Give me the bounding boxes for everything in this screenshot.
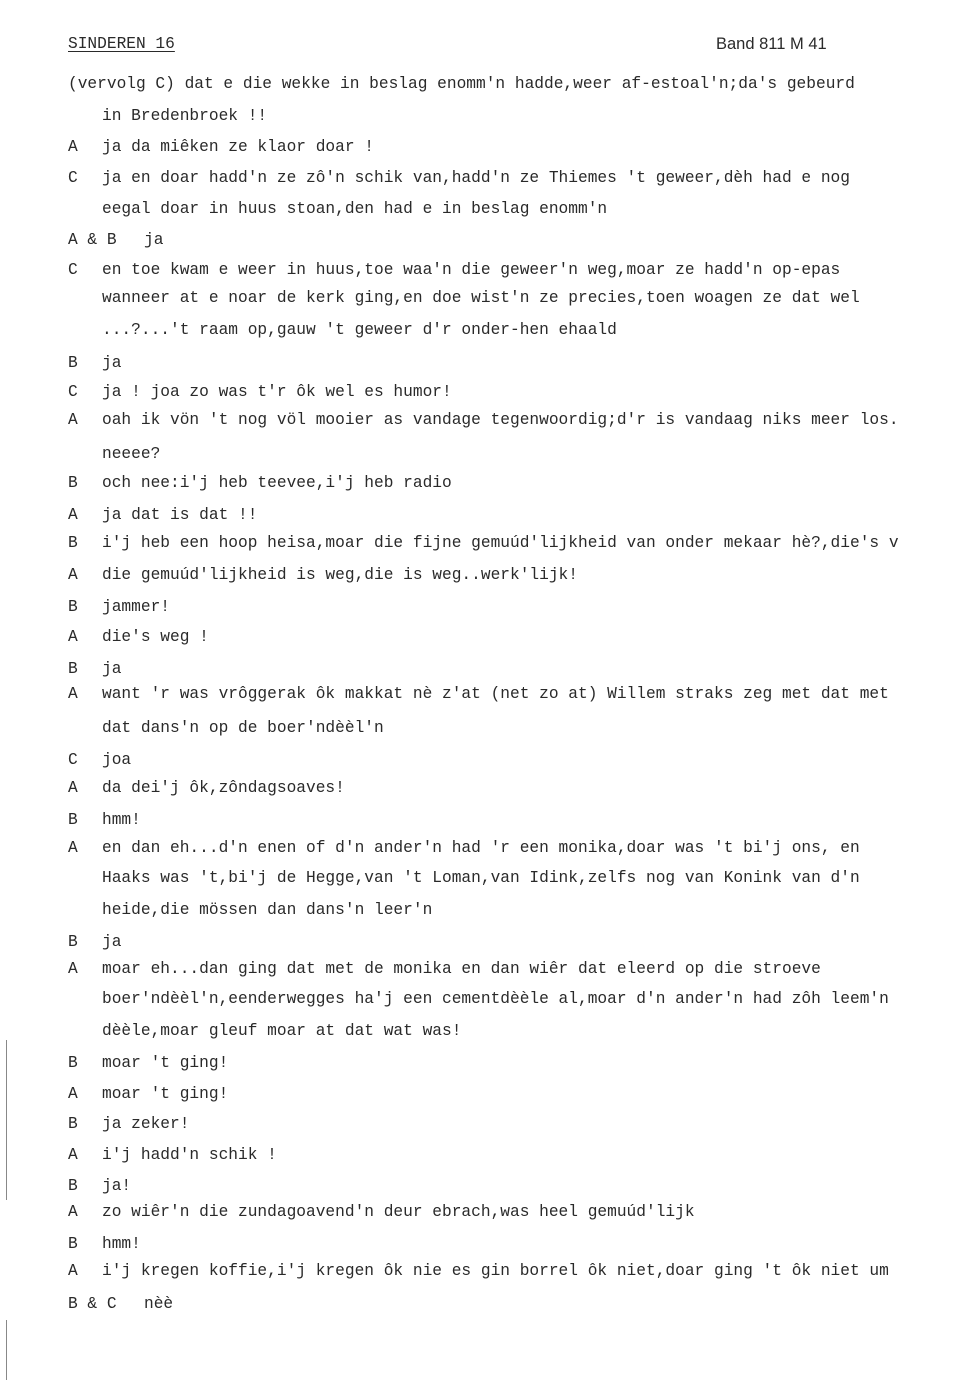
transcript-line [68, 1023, 461, 1039]
utterance-text: ...?...'t raam op,gauw 't geweer d'r onder-hen ehaald [102, 321, 617, 339]
transcript-line [68, 812, 141, 828]
utterance-text: i'j kregen koffie,i'j kregen ôk nie es gin borrel ôk niet,doar ging 't ôk niet um [102, 1262, 889, 1280]
speaker-label: C [68, 261, 78, 279]
utterance-text: wanneer at e noar de kerk ging,en doe wist'n ze precies,toen woagen ze dat wel [102, 289, 860, 307]
transcript-line [68, 355, 121, 371]
transcript-line [68, 507, 257, 523]
utterance-text: i'j heb een hoop heisa,moar die fijne gemuúd'lijkheid van onder mekaar hè?,die's v [102, 534, 899, 552]
transcript-line [68, 599, 170, 615]
utterance-text: ja dat is dat !! [102, 506, 258, 524]
utterance-text: i'j hadd'n schik ! [102, 1146, 277, 1164]
transcript-line [68, 201, 607, 217]
speaker-label: (vervolg C) [68, 75, 175, 93]
utterance-text: in Bredenbroek !! [102, 107, 268, 125]
utterance-text: Haaks was 't,bi'j de Hegge,van 't Loman,van Idink,zelfs nog van Konink van d'n [102, 869, 860, 887]
speaker-label: A & B [68, 231, 117, 249]
utterance-text: dat dans'n op de boer'ndèèl'n [102, 719, 384, 737]
transcript-line [68, 902, 432, 918]
speaker-label: A [68, 960, 78, 978]
transcript-line [68, 290, 860, 306]
page-title: SINDEREN 16 [68, 35, 175, 53]
transcript-line [68, 76, 855, 92]
transcript-line [68, 475, 452, 491]
transcript-line [68, 1296, 173, 1312]
utterance-text: ja [144, 231, 164, 249]
transcript-line [68, 991, 889, 1007]
utterance-text: heide,die mössen dan dans'n leer'n [102, 901, 433, 919]
transcript-line [68, 870, 860, 886]
utterance-text: moar 't ging! [102, 1085, 229, 1103]
speaker-label: C [68, 383, 78, 401]
speaker-label: B [68, 534, 78, 552]
speaker-label: A [68, 138, 78, 156]
utterance-text: en toe kwam e weer in huus,toe waa'n die geweer'n weg,moar ze hadd'n op-epas [102, 261, 841, 279]
utterance-text: neeee? [102, 445, 161, 463]
utterance-text: die gemuúd'lijkheid is weg,die is weg..werk'lijk! [102, 566, 578, 584]
transcript-line [68, 780, 345, 796]
speaker-label: B [68, 354, 78, 372]
speaker-label: A [68, 628, 78, 646]
transcript-line [68, 108, 267, 124]
speaker-label: A [68, 506, 78, 524]
utterance-text: da dei'j ôk,zôndagsoaves! [102, 779, 345, 797]
transcript-line [68, 661, 121, 677]
transcript-line [68, 752, 131, 768]
speaker-label: B [68, 1115, 78, 1133]
speaker-label: A [68, 1146, 78, 1164]
transcript-line [68, 1147, 277, 1163]
utterance-text: moar 't ging! [102, 1054, 229, 1072]
utterance-text: want 'r was vrôggerak ôk makkat nè z'at (net zo at) Willem straks zeg met dat met [102, 685, 889, 703]
margin-mark [6, 1320, 7, 1380]
speaker-label: B [68, 1235, 78, 1253]
transcript-line [68, 139, 374, 155]
speaker-label: B [68, 598, 78, 616]
utterance-text: nèè [144, 1295, 174, 1313]
utterance-text: oah ik vön 't nog völ mooier as vandage tegenwoordig;d'r is vandaag niks meer los. [102, 411, 899, 429]
speaker-label: B [68, 660, 78, 678]
utterance-text: die's weg ! [102, 628, 209, 646]
utterance-text: dèèle,moar gleuf moar at dat wat was! [102, 1022, 462, 1040]
transcript-line [68, 1236, 141, 1252]
speaker-label: A [68, 685, 78, 703]
speaker-label: A [68, 1203, 78, 1221]
speaker-label: A [68, 779, 78, 797]
utterance-text: ja! [102, 1177, 132, 1195]
transcript-line [68, 629, 209, 645]
speaker-label: C [68, 169, 78, 187]
utterance-text: joa [102, 751, 132, 769]
utterance-text: ja [102, 933, 122, 951]
utterance-text: dat e die wekke in beslag enomm'n hadde,weer af-estoal'n;da's gebeurd [174, 75, 855, 93]
utterance-text: zo wiêr'n die zundagoavend'n deur ebrach,was heel gemuúd'lijk [102, 1203, 695, 1221]
transcript-line [68, 1116, 189, 1132]
transcript-line [68, 535, 899, 551]
utterance-text: ja da miêken ze klaor doar ! [102, 138, 374, 156]
speaker-label: A [68, 839, 78, 857]
speaker-label: B & C [68, 1295, 117, 1313]
transcript-line [68, 262, 840, 278]
transcript-line [68, 1263, 889, 1279]
transcript-line [68, 1055, 228, 1071]
transcript-line [68, 446, 160, 462]
speaker-label: A [68, 566, 78, 584]
utterance-text: hmm! [102, 1235, 141, 1253]
utterance-text: jammer! [102, 598, 170, 616]
utterance-text: ja [102, 660, 122, 678]
transcript-line [68, 170, 850, 186]
band-reference: Band 811 M 41 [716, 35, 827, 53]
utterance-text: ja en doar hadd'n ze zô'n schik van,hadd'n ze Thiemes 't geweer,dèh had e nog [102, 169, 850, 187]
transcript-line [68, 1204, 695, 1220]
speaker-label: C [68, 751, 78, 769]
transcript-line [68, 1086, 228, 1102]
utterance-text: moar eh...dan ging dat met de monika en dan wiêr dat eleerd op die stroeve [102, 960, 821, 978]
speaker-label: A [68, 1085, 78, 1103]
transcript-line [68, 567, 578, 583]
utterance-text: ja [102, 354, 122, 372]
utterance-text: boer'ndèèl'n,eenderwegges ha'j een cementdèèle al,moar d'n ander'n had zôh leem'n [102, 990, 889, 1008]
utterance-text: eegal doar in huus stoan,den had e in beslag enomm'n [102, 200, 608, 218]
transcript-line [68, 232, 163, 248]
margin-mark [6, 1040, 7, 1200]
transcript-line [68, 686, 889, 702]
transcript-line [68, 961, 821, 977]
utterance-text: en dan eh...d'n enen of d'n ander'n had 'r een monika,doar was 't bi'j ons, en [102, 839, 860, 857]
speaker-label: B [68, 1177, 78, 1195]
speaker-label: A [68, 411, 78, 429]
speaker-label: B [68, 474, 78, 492]
speaker-label: A [68, 1262, 78, 1280]
transcript-line [68, 720, 384, 736]
transcript-line [68, 840, 860, 856]
speaker-label: B [68, 811, 78, 829]
utterance-text: ja ! joa zo was t'r ôk wel es humor! [102, 383, 452, 401]
speaker-label: B [68, 1054, 78, 1072]
utterance-text: och nee:i'j heb teevee,i'j heb radio [102, 474, 452, 492]
speaker-label: B [68, 933, 78, 951]
utterance-text: hmm! [102, 811, 141, 829]
transcript-line [68, 1178, 131, 1194]
transcript-line [68, 322, 617, 338]
transcript-line [68, 384, 452, 400]
utterance-text: ja zeker! [102, 1115, 190, 1133]
transcript-line [68, 934, 121, 950]
transcript-line [68, 412, 899, 428]
